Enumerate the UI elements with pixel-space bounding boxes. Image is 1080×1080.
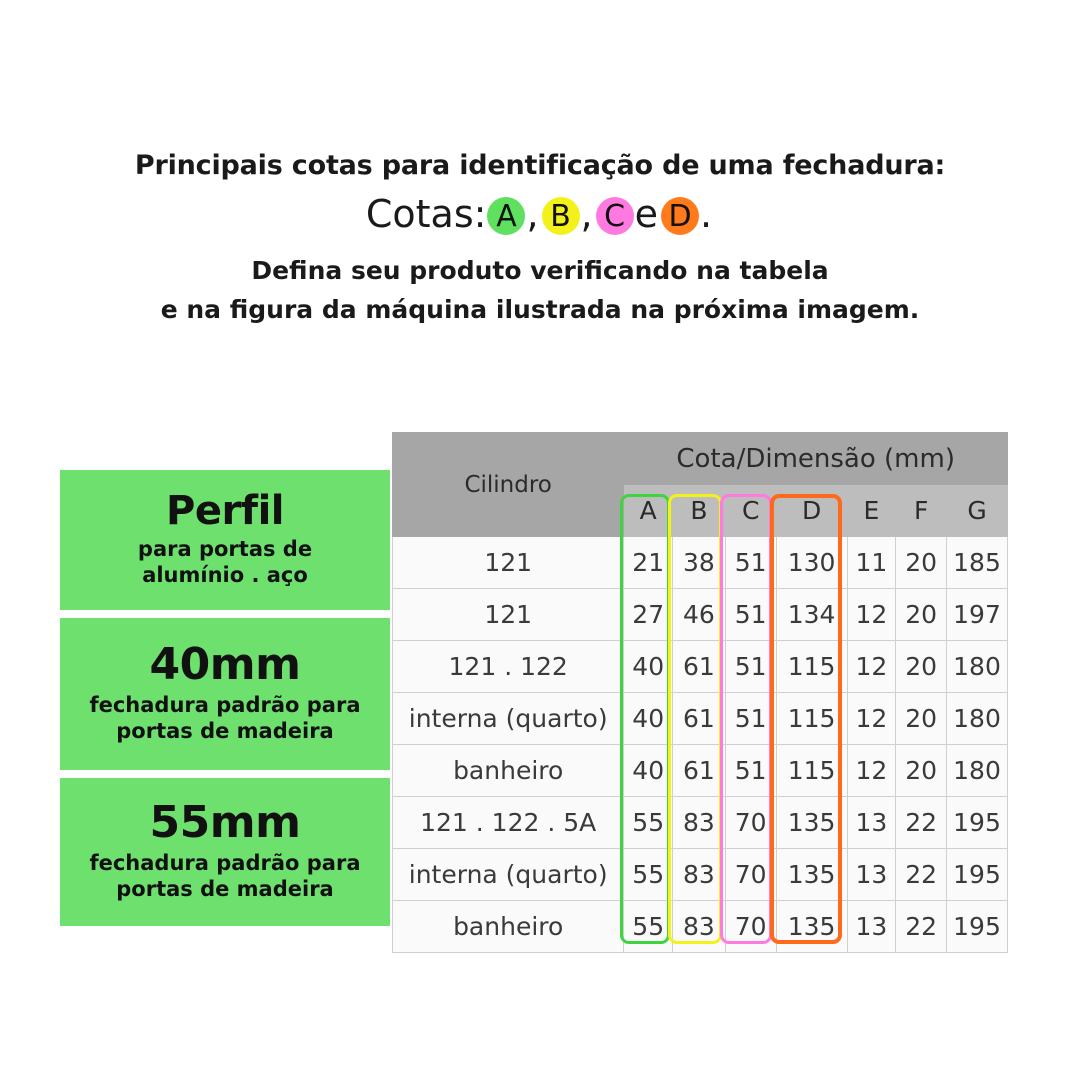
cell-a: 40 [624,693,673,745]
table-body [393,537,1008,953]
cell-g: 195 [947,849,1008,901]
column-letter-e: E [847,485,896,537]
chip-d: D [661,197,699,235]
cell-c: 70 [725,901,776,953]
cell-e: 12 [847,745,896,797]
dimension-figure [60,432,1010,944]
cell-d: 135 [776,901,847,953]
header-cilindro: Cilindro [393,433,624,537]
cell-f: 20 [896,745,947,797]
cell-cilindro: 121 . 122 . 5A [393,797,624,849]
cell-d: 130 [776,537,847,589]
dimensions-table-wrapper [392,432,1008,953]
cell-cilindro: interna (quarto) [393,693,624,745]
cell-b: 61 [673,693,726,745]
page-title: Principais cotas para identificação de uma fechadura: [134,150,946,181]
header-block [0,150,1080,330]
chip-c-separator: e [634,192,659,237]
table-row [393,797,1008,849]
group-55mm-subtitle [66,851,384,901]
column-letter-d: D [776,485,847,537]
cell-b: 83 [673,901,726,953]
cell-d: 115 [776,745,847,797]
cell-a: 55 [624,849,673,901]
column-letter-f: F [896,485,947,537]
cell-d: 135 [776,797,847,849]
cell-a: 55 [624,797,673,849]
cell-cilindro: 121 . 122 [393,641,624,693]
cell-b: 61 [673,641,726,693]
cell-d: 134 [776,589,847,641]
cell-cilindro: 121 [393,537,624,589]
cell-c: 51 [725,693,776,745]
chip-a-separator: , [526,192,539,237]
cell-e: 12 [847,589,896,641]
group-perfil-subtitle [66,537,384,587]
instruction-line-2: e na figura da máquina ilustrada na próxima imagem. [160,294,920,324]
dimensions-table [392,432,1008,953]
column-letter-g: G [947,485,1008,537]
table-row [393,745,1008,797]
cell-b: 83 [673,797,726,849]
group-55mm-subtitle-line1: fechadura padrão para [89,851,361,876]
group-40mm [60,618,390,770]
group-perfil-title: Perfil [166,488,284,535]
cell-c: 51 [725,745,776,797]
group-55mm [60,778,390,926]
chip-c: C [596,197,634,235]
cell-cilindro: interna (quarto) [393,849,624,901]
table-header-row-top [393,433,1008,485]
cell-c: 70 [725,849,776,901]
cell-g: 180 [947,693,1008,745]
cell-d: 115 [776,693,847,745]
header-cota-dimensao: Cota/Dimensão (mm) [624,433,1008,485]
group-40mm-subtitle-line1: fechadura padrão para [89,693,361,718]
cell-f: 22 [896,797,947,849]
cell-d: 115 [776,641,847,693]
cell-f: 20 [896,537,947,589]
cell-a: 21 [624,537,673,589]
cell-c: 51 [725,537,776,589]
group-perfil-subtitle-line1: para portas de [137,537,313,562]
cell-a: 55 [624,901,673,953]
group-perfil-subtitle-line2: alumínio . aço [142,562,308,587]
cell-e: 12 [847,641,896,693]
cell-a: 40 [624,641,673,693]
table-row [393,537,1008,589]
column-letter-b: B [673,485,726,537]
column-letter-a: A [624,485,673,537]
cell-f: 22 [896,901,947,953]
chip-b: B [542,197,580,235]
group-40mm-subtitle [66,693,384,743]
cell-cilindro: banheiro [393,745,624,797]
cell-g: 195 [947,797,1008,849]
table-row [393,849,1008,901]
cell-f: 22 [896,849,947,901]
cell-a: 40 [624,745,673,797]
cell-e: 13 [847,849,896,901]
group-55mm-subtitle-line2: portas de madeira [116,876,334,901]
instruction-text [0,252,1080,330]
cell-e: 13 [847,901,896,953]
cell-c: 51 [725,589,776,641]
chip-b-separator: , [580,192,593,237]
cell-b: 46 [673,589,726,641]
group-55mm-title: 55mm [149,797,301,849]
cell-g: 180 [947,641,1008,693]
cell-f: 20 [896,589,947,641]
cell-b: 61 [673,745,726,797]
group-40mm-subtitle-line2: portas de madeira [116,718,334,743]
table-row [393,641,1008,693]
cell-cilindro: banheiro [393,901,624,953]
group-40mm-title: 40mm [149,639,301,691]
chip-d-separator: . [700,192,713,237]
cell-g: 197 [947,589,1008,641]
chip-a: A [487,197,525,235]
group-perfil [60,470,390,610]
cell-b: 83 [673,849,726,901]
cotas-legend [0,194,1080,236]
cell-f: 20 [896,693,947,745]
instruction-line-1: Defina seu produto verificando na tabela [251,256,829,286]
cell-e: 13 [847,797,896,849]
cell-cilindro: 121 [393,589,624,641]
profile-group-column [60,470,390,934]
cell-c: 51 [725,641,776,693]
cotas-label: Cotas: [365,192,487,237]
cell-f: 20 [896,641,947,693]
cell-a: 27 [624,589,673,641]
table-row [393,693,1008,745]
column-letter-c: C [725,485,776,537]
cell-g: 195 [947,901,1008,953]
cell-e: 12 [847,693,896,745]
cell-c: 70 [725,797,776,849]
table-row [393,589,1008,641]
cell-g: 185 [947,537,1008,589]
cell-d: 135 [776,849,847,901]
cell-g: 180 [947,745,1008,797]
cell-e: 11 [847,537,896,589]
cell-b: 38 [673,537,726,589]
table-row [393,901,1008,953]
